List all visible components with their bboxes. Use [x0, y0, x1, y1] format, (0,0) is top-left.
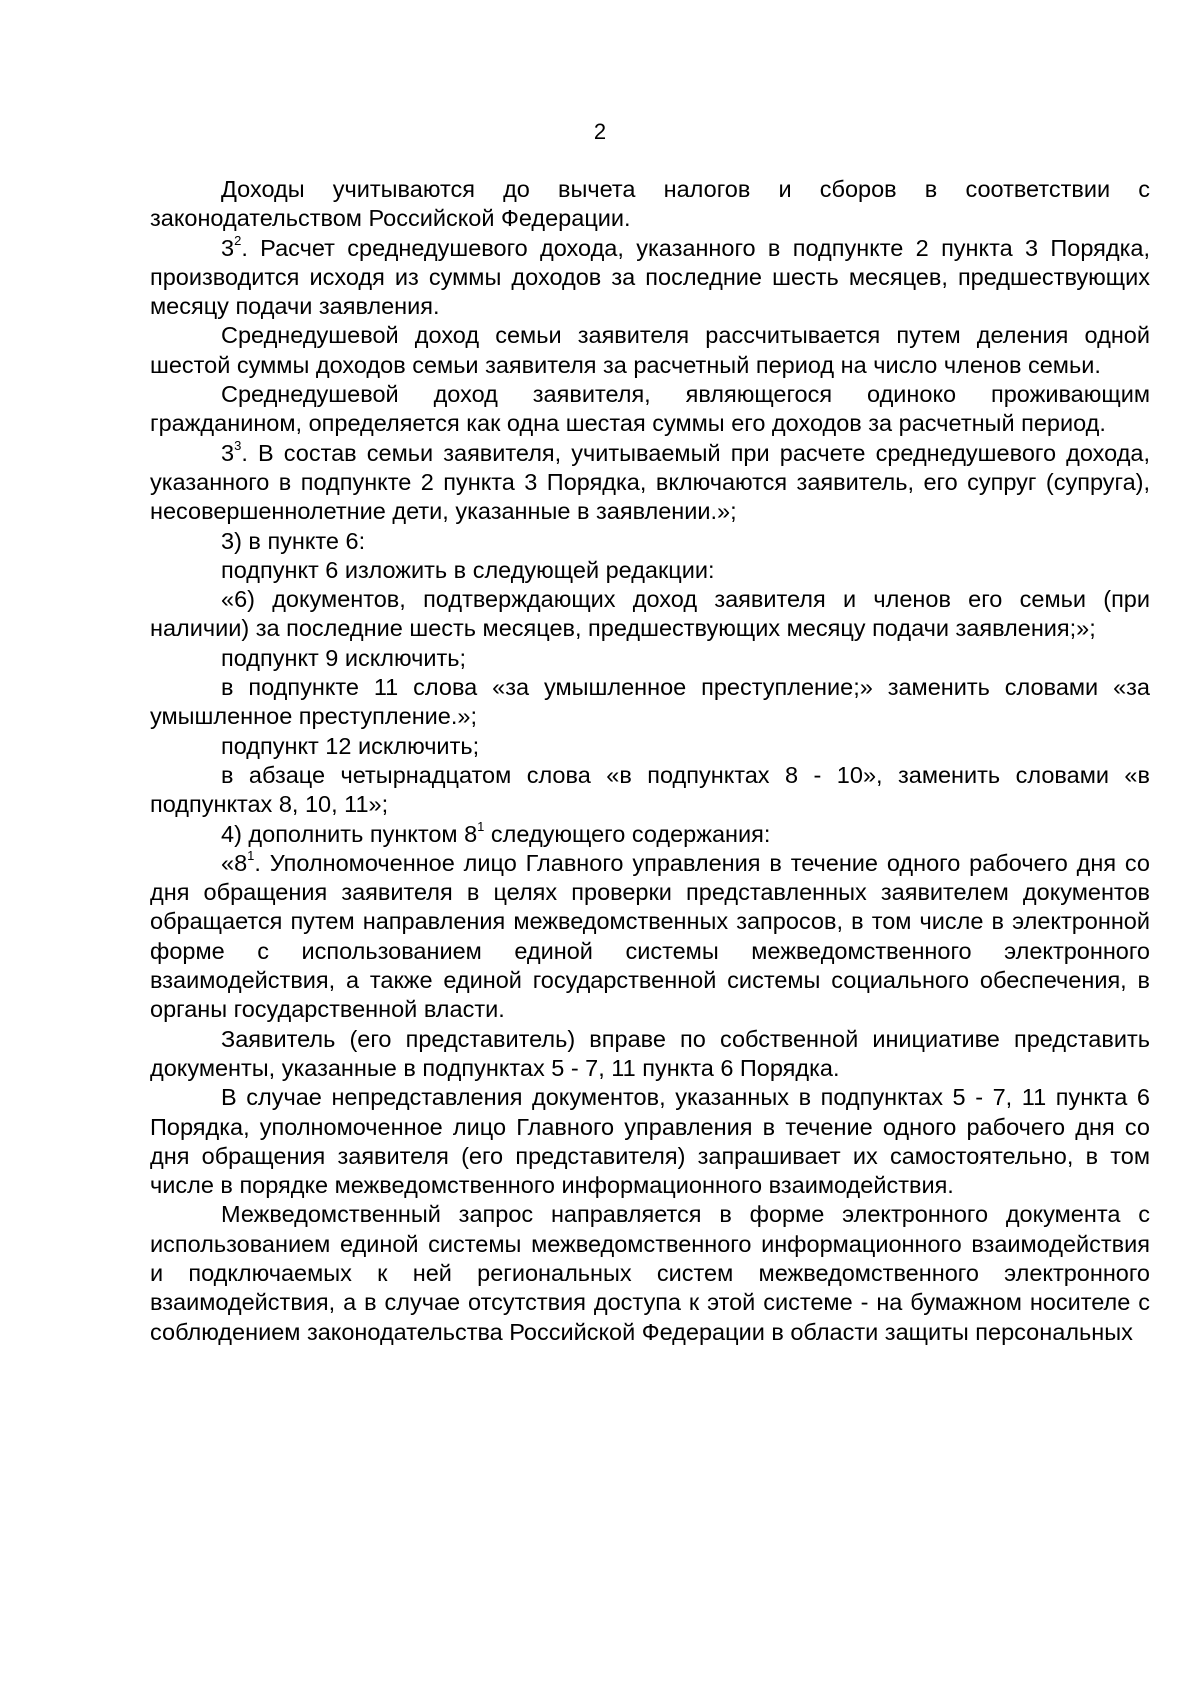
clause-text: 4) дополнить пунктом 8: [221, 820, 478, 847]
paragraph: в подпункте 11 слова «за умышленное преступление;» заменить словами «за умышленное преступление.»;: [150, 674, 1150, 730]
clause-superscript: 3: [234, 437, 242, 453]
clause-text: . Расчет среднедушевого дохода, указанного в подпункте 2 пункта 3 Порядка, производится исходя из суммы доходов за последние шесть месяцев, предшествующих месяцу подачи заявления.: [150, 234, 1150, 320]
document-body: [150, 175, 1150, 1347]
clause-number: 3: [221, 439, 235, 466]
clause-text: . В состав семьи заявителя, учитываемый при расчете среднедушевого дохода, указанного в подпункте 2 пункта 3 Порядка, включаются заявитель, его супруг (супруга), несовершеннолетние дети, указанные в заявлении.»;: [150, 439, 1150, 525]
clause-number: 3: [221, 234, 235, 261]
paragraph: подпункт 9 исключить;: [221, 644, 467, 671]
clause-number: «8: [221, 849, 248, 876]
paragraph: Доходы учитываются до вычета налогов и сборов в соответствии с законодательством Российской Федерации.: [150, 176, 1150, 232]
paragraph-clause-3-3: [150, 439, 1150, 527]
clause-superscript: 2: [234, 232, 242, 248]
paragraph-clause-8-1: [150, 849, 1150, 1025]
paragraph: Межведомственный запрос направляется в форме электронного документа с использованием единой системы межведомственного информационного взаимодействия и подключаемых к ней региональных систем межведомственного электронного взаимодействия, а в случае отсутствия доступа к этой системе - на бумажном носителе с соблюдением законодательства Российской Федерации в области защиты персональных: [150, 1201, 1150, 1345]
clause-superscript: 1: [477, 818, 485, 834]
paragraph: в абзаце четырнадцатом слова «в подпунктах 8 - 10», заменить словами «в подпунктах 8, 10, 11»;: [150, 761, 1150, 818]
clause-text: . Уполномоченное лицо Главного управления в течение одного рабочего дня со дня обращения заявителя в целях проверки представленных заявителем документов обращается путем направления межведомственных запросов, в том числе в электронной форме с использованием единой системы межведомственного электронного взаимодействия, а также единой государственной системы социального обеспечения, в органы государственной власти.: [150, 849, 1150, 1023]
paragraph: Среднедушевой доход заявителя, являющегося одиноко проживающим гражданином, определяется как одна шестая суммы его доходов за расчетный период.: [150, 381, 1150, 437]
paragraph: 3) в пункте 6:: [221, 527, 366, 554]
paragraph: В случае непредставления документов, указанных в подпунктах 5 - 7, 11 пункта 6 Порядка, уполномоченное лицо Главного управления в течение одного рабочего дня со дня обращения заявителя (его представителя) запрашивает их самостоятельно, в том числе в порядке межведомственного информационного взаимодействия.: [150, 1084, 1150, 1199]
paragraph: подпункт 12 исключить;: [221, 732, 480, 759]
paragraph-clause-3-2: [150, 234, 1150, 322]
paragraph: «6) документов, подтверждающих доход заявителя и членов его семьи (при наличии) за последние шесть месяцев, предшествующих месяцу подачи заявления;»;: [150, 586, 1150, 642]
clause-superscript: 1: [247, 848, 255, 863]
paragraph-item-4: [150, 820, 1150, 849]
clause-text: следующего содержания:: [484, 820, 771, 847]
paragraph: Заявитель (его представитель) вправе по собственной инициативе представить документы, указанные в подпунктах 5 - 7, 11 пункта 6 Порядка.: [150, 1025, 1150, 1081]
page-number: 2: [593, 119, 607, 144]
paragraph: подпункт 6 изложить в следующей редакции:: [221, 556, 715, 583]
paragraph: Среднедушевой доход семьи заявителя рассчитывается путем деления одной шестой суммы доходов семьи заявителя за расчетный период на число членов семьи.: [150, 322, 1150, 378]
